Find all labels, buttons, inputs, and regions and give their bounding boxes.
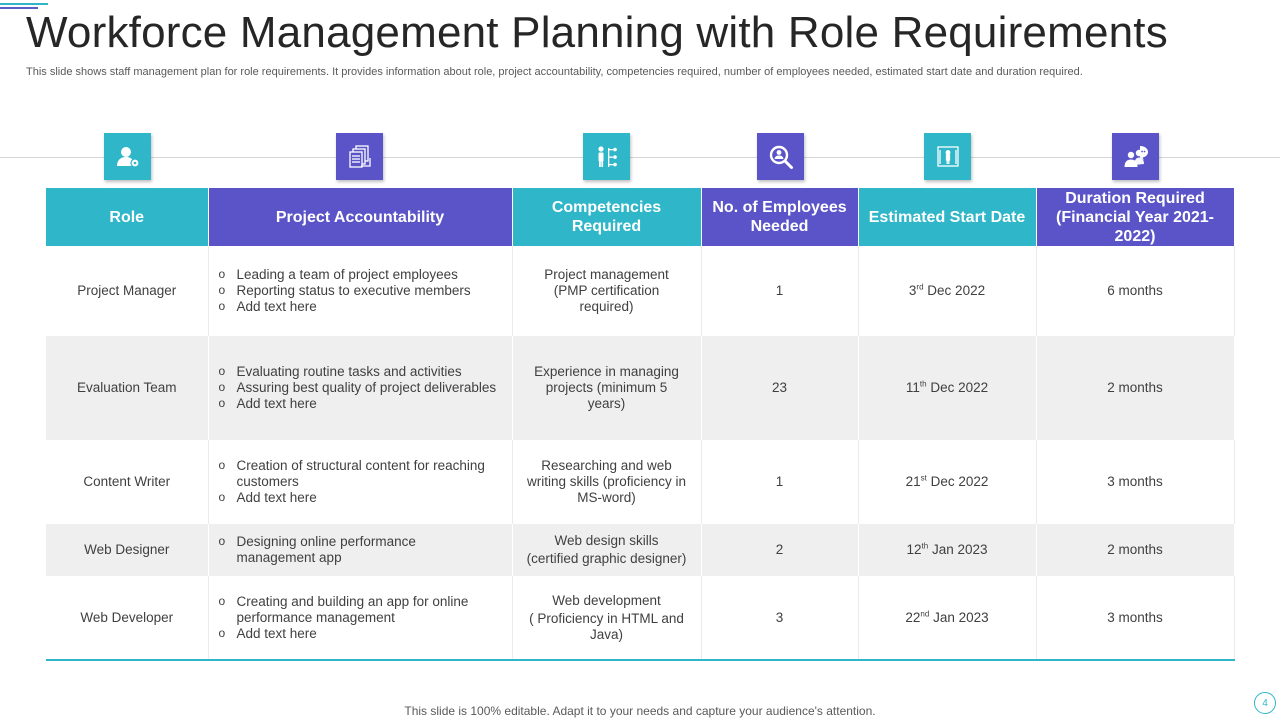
competency-text: Web design skills [554, 533, 659, 548]
table-row [46, 336, 1234, 440]
start-month-year: Dec 2022 [926, 380, 989, 395]
competency-text: Web development [552, 592, 661, 608]
table-row [46, 440, 1234, 524]
start-day: 12 [906, 542, 922, 557]
competency-text: Researching and web writing skills (proficiency in MS-word) [526, 458, 687, 505]
competency-text: (certified graphic designer) [526, 551, 687, 566]
start-date-cell [858, 576, 1036, 660]
accountability-cell [208, 524, 512, 576]
list-item: o Add text here [219, 626, 498, 642]
role-cell: Web Designer [46, 524, 208, 576]
start-day: 11 [905, 380, 920, 395]
list-item: o Add text here [219, 490, 498, 506]
start-day: 3 [908, 283, 917, 298]
page-number: 4 [1254, 692, 1276, 714]
start-date-cell [858, 524, 1036, 576]
start-date-cell [858, 336, 1036, 440]
table-row [46, 246, 1234, 336]
accountability-cell [208, 336, 512, 440]
employees-cell: 23 [701, 336, 858, 440]
header-start-date: Estimated Start Date [858, 188, 1036, 246]
accountability-cell [208, 246, 512, 336]
header-duration: Duration Required (Financial Year 2021-2022) [1036, 188, 1234, 246]
table-row [46, 524, 1234, 576]
role-cell: Project Manager [46, 246, 208, 336]
competency-text: Experience in managing projects (minimum 5 years) [534, 364, 679, 411]
org-structure-icon [583, 133, 630, 180]
role-cell: Web Developer [46, 576, 208, 660]
list-item: o Add text here [219, 299, 498, 315]
divider-line [0, 157, 1280, 158]
duration-cell: 3 months [1036, 440, 1234, 524]
employees-cell: 1 [701, 440, 858, 524]
magnifier-person-icon [757, 133, 804, 180]
duration-cell: 2 months [1036, 524, 1234, 576]
accent-line [0, 3, 48, 5]
list-item: o Leading a team of project employees [219, 267, 498, 283]
role-cell: Evaluation Team [46, 336, 208, 440]
competency-text: ( Proficiency in HTML and Java) [529, 610, 684, 642]
duration-cell: 3 months [1036, 576, 1234, 660]
user-settings-icon [104, 133, 151, 180]
start-day-suffix: rd [916, 282, 924, 292]
header-competencies: Competencies Required [512, 188, 701, 246]
role-requirements-table [46, 188, 1235, 661]
start-day-suffix: th [919, 379, 927, 389]
start-month-year: Jan 2023 [929, 609, 989, 625]
start-date-cell [858, 246, 1036, 336]
header-accountability: Project Accountability [208, 188, 512, 246]
header-role: Role [46, 188, 208, 246]
accountability-cell [208, 440, 512, 524]
competencies-cell [512, 576, 701, 660]
competencies-cell [512, 336, 701, 440]
start-day-suffix: st [920, 473, 927, 483]
employees-cell: 1 [701, 246, 858, 336]
table-row [46, 576, 1234, 660]
duration-cell: 6 months [1036, 246, 1234, 336]
documents-icon [336, 133, 383, 180]
list-item: o Designing online performance management app [219, 534, 498, 566]
employees-cell: 3 [701, 576, 858, 660]
accountability-cell [208, 576, 512, 660]
start-month-year: Jan 2023 [928, 542, 988, 557]
start-day: 21 [905, 474, 921, 489]
duration-cell: 2 months [1036, 336, 1234, 440]
footer-note: This slide is 100% editable. Adapt it to your needs and capture your audience's attention. [404, 704, 876, 718]
start-day: 22 [905, 609, 921, 625]
start-date-cell [858, 440, 1036, 524]
list-item: o Assuring best quality of project deliverables [219, 380, 498, 396]
team-chat-icon [1112, 133, 1159, 180]
presentation-board-icon [924, 133, 971, 180]
list-item: o Evaluating routine tasks and activities [219, 364, 498, 380]
competencies-cell [512, 524, 701, 576]
list-item: o Add text here [219, 396, 498, 412]
slide-subtitle: This slide shows staff management plan for role requirements. It provides information about role, project accountability, competencies required, number of employees needed, estimated start date and duration required. [26, 66, 1083, 78]
competencies-cell [512, 246, 701, 336]
list-item: o Creation of structural content for reaching customers [219, 458, 498, 490]
start-month-year: Dec 2022 [923, 283, 986, 298]
employees-cell: 2 [701, 524, 858, 576]
role-cell: Content Writer [46, 440, 208, 524]
table-header-row [46, 188, 1234, 246]
list-item: o Creating and building an app for online performance management [219, 594, 498, 626]
competency-text: Project management (PMP certification required) [544, 267, 669, 314]
competencies-cell [512, 440, 701, 524]
slide-title: Workforce Management Planning with Role Requirements [26, 8, 1168, 57]
start-day-suffix: th [921, 541, 929, 551]
list-item: o Reporting status to executive members [219, 283, 498, 299]
start-day-suffix: nd [920, 609, 930, 618]
header-employees: No. of Employees Needed [701, 188, 858, 246]
start-month-year: Dec 2022 [926, 474, 989, 489]
